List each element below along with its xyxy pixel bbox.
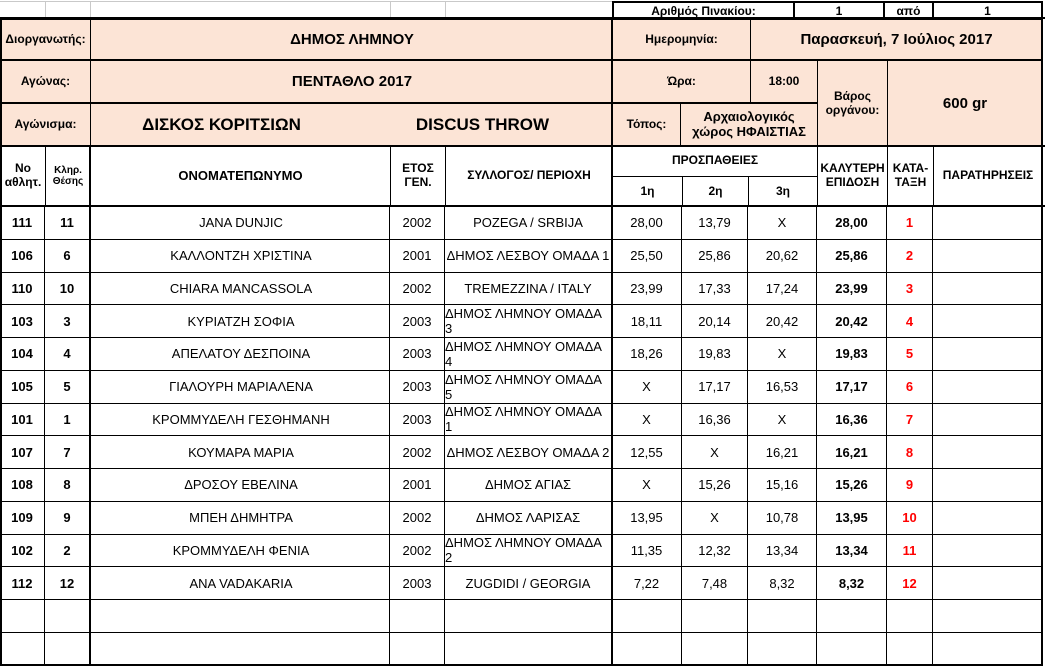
- cell-name: CHIARA MANCASSOLA: [90, 273, 390, 306]
- cell-a3: X: [748, 207, 817, 240]
- border-left: [0, 17, 2, 666]
- cell-a2: X: [682, 436, 748, 469]
- border-top: [0, 17, 1045, 19]
- cell-club: ZUGDIDI / GEORGIA: [445, 567, 612, 600]
- column-header-year: ΕΤΟΣ ΓΕΝ.: [390, 145, 446, 207]
- competition-value: ΠΕΝΤΑΘΛΟ 2017: [90, 60, 614, 104]
- results-body: [0, 207, 1043, 666]
- event-value: [90, 103, 614, 147]
- cell-year: 2003: [390, 567, 445, 600]
- cell-club: TREMEZZINA / ITALY: [445, 273, 612, 306]
- cell-a3: 10,78: [748, 502, 817, 535]
- border-row-separator-2: [0, 102, 818, 104]
- cell-a2: 17,17: [682, 371, 748, 404]
- cell-rank: [887, 600, 933, 633]
- cell-rank: 11: [887, 535, 933, 568]
- cell-remarks: [933, 305, 1043, 338]
- cell-a2: 13,79: [682, 207, 748, 240]
- cell-rank: 7: [887, 404, 933, 437]
- cell-a2: 20,14: [682, 305, 748, 338]
- date-label: Ημερομηνία:: [612, 19, 751, 61]
- event-name-greek: ΔΙΣΚΟΣ ΚΟΡΙΤΣΙΩΝ: [142, 115, 301, 135]
- cell-no: 111: [0, 207, 45, 240]
- cell-no: 106: [0, 240, 45, 273]
- cell-best: 16,21: [817, 436, 887, 469]
- column-header-attempts: ΠΡΟΣΠΑΘΕΙΕΣ: [612, 145, 818, 177]
- cell-a1: [612, 633, 682, 666]
- cell-year: 2001: [390, 469, 445, 502]
- border-right: [1041, 1, 1043, 666]
- place-value: [680, 103, 818, 147]
- cell-best: 8,32: [817, 567, 887, 600]
- cell-draw: [45, 633, 90, 666]
- cell-draw: 10: [45, 273, 90, 306]
- cell-best: 28,00: [817, 207, 887, 240]
- cell-best: 16,36: [817, 404, 887, 437]
- border-row-separator-1: [0, 59, 1043, 61]
- organizer-label: Διοργανωτής:: [0, 19, 91, 61]
- cell-name: ΚΡΟΜΜΥΔΕΛΗ ΦΕΝΙΑ: [90, 535, 390, 568]
- cell-a2: 19,83: [682, 338, 748, 371]
- cell-club: ΔΗΜΟΣ ΛΕΣΒΟΥ ΟΜΑΔΑ 1: [445, 240, 612, 273]
- cell-no: 112: [0, 567, 45, 600]
- cell-remarks: [933, 207, 1043, 240]
- cell-club: ΔΗΜΟΣ ΛΗΜΝΟΥ ΟΜΑΔΑ 5: [445, 371, 612, 404]
- cell-a1: 18,26: [612, 338, 682, 371]
- border-header-separator: [0, 145, 1045, 147]
- board-number-label: Αριθμός Πινακίου:: [614, 3, 795, 18]
- cell-a1: 12,55: [612, 436, 682, 469]
- weight-label-line1: Βάρος: [833, 88, 872, 103]
- cell-no: [0, 633, 45, 666]
- cell-remarks: [933, 338, 1043, 371]
- cell-best: [817, 633, 887, 666]
- cell-name: [90, 633, 390, 666]
- cell-rank: 3: [887, 273, 933, 306]
- weight-label-line2: οργάνου:: [825, 102, 880, 117]
- cell-club: [445, 633, 612, 666]
- event-name-english: DISCUS THROW: [415, 115, 550, 135]
- time-label: Ώρα:: [612, 60, 751, 104]
- cell-no: 102: [0, 535, 45, 568]
- cell-name: ΔΡΟΣΟΥ ΕΒΕΛΙΝΑ: [90, 469, 390, 502]
- cell-remarks: [933, 502, 1043, 535]
- cell-club: ΔΗΜΟΣ ΛΗΜΝΟΥ ΟΜΑΔΑ 3: [445, 305, 612, 338]
- border-bottom: [0, 664, 1043, 666]
- border-name-col-vertical: [89, 145, 91, 666]
- cell-best: 23,99: [817, 273, 887, 306]
- cell-best: 20,42: [817, 305, 887, 338]
- gridline: [90, 1, 91, 17]
- cell-remarks: [933, 240, 1043, 273]
- cell-rank: 1: [887, 207, 933, 240]
- cell-draw: 8: [45, 469, 90, 502]
- cell-a2: 15,26: [682, 469, 748, 502]
- cell-rank: 4: [887, 305, 933, 338]
- event-label: Αγώνισμα:: [0, 103, 91, 147]
- cell-draw: 6: [45, 240, 90, 273]
- cell-club: ΔΗΜΟΣ ΛΑΡΙΣΑΣ: [445, 502, 612, 535]
- cell-remarks: [933, 436, 1043, 469]
- cell-remarks: [933, 600, 1043, 633]
- cell-draw: 2: [45, 535, 90, 568]
- cell-a3: 16,53: [748, 371, 817, 404]
- cell-name: ΜΠΕΗ ΔΗΜΗΤΡΑ: [90, 502, 390, 535]
- cell-a3: 8,32: [748, 567, 817, 600]
- cell-draw: 4: [45, 338, 90, 371]
- cell-best: 13,34: [817, 535, 887, 568]
- cell-draw: 1: [45, 404, 90, 437]
- cell-rank: 6: [887, 371, 933, 404]
- cell-best: 13,95: [817, 502, 887, 535]
- competition-label: Αγώνας:: [0, 60, 91, 104]
- board-of-label: από: [885, 3, 934, 18]
- cell-year: 2002: [390, 502, 445, 535]
- cell-rank: 5: [887, 338, 933, 371]
- cell-remarks: [933, 404, 1043, 437]
- cell-best: [817, 600, 887, 633]
- cell-no: 101: [0, 404, 45, 437]
- border-mid-vertical: [611, 17, 613, 666]
- cell-no: 108: [0, 469, 45, 502]
- cell-year: [390, 600, 445, 633]
- cell-a2: 17,33: [682, 273, 748, 306]
- cell-name: ΚΡΟΜΜΥΔΕΛΗ ΓΕΣΘΗΜΑΝΗ: [90, 404, 390, 437]
- column-header-athlete-no: No αθλητ.: [0, 145, 46, 207]
- weight-label: [817, 60, 888, 147]
- cell-a3: X: [748, 404, 817, 437]
- cell-a1: [612, 600, 682, 633]
- cell-best: 15,26: [817, 469, 887, 502]
- cell-rank: 12: [887, 567, 933, 600]
- border-tablehead-separator: [0, 205, 1045, 207]
- column-header-draw: Κληρ. Θέσης: [45, 145, 91, 207]
- cell-a2: 12,32: [682, 535, 748, 568]
- cell-year: 2003: [390, 338, 445, 371]
- cell-a3: [748, 600, 817, 633]
- cell-year: 2002: [390, 207, 445, 240]
- cell-a2: [682, 600, 748, 633]
- cell-a3: 20,62: [748, 240, 817, 273]
- cell-draw: 7: [45, 436, 90, 469]
- cell-no: 105: [0, 371, 45, 404]
- cell-year: 2003: [390, 371, 445, 404]
- gridline: [390, 1, 391, 17]
- cell-year: 2003: [390, 404, 445, 437]
- place-line1: Αρχαιολογικός: [703, 109, 795, 125]
- cell-no: 110: [0, 273, 45, 306]
- cell-no: 104: [0, 338, 45, 371]
- cell-remarks: [933, 567, 1043, 600]
- cell-remarks: [933, 535, 1043, 568]
- cell-no: 107: [0, 436, 45, 469]
- gridline: [45, 1, 46, 17]
- organizer-value: ΔΗΜΟΣ ΛΗΜΝΟΥ: [90, 19, 614, 61]
- cell-remarks: [933, 273, 1043, 306]
- cell-club: ΔΗΜΟΣ ΛΗΜΝΟΥ ΟΜΑΔΑ 1: [445, 404, 612, 437]
- cell-best: 19,83: [817, 338, 887, 371]
- cell-rank: 10: [887, 502, 933, 535]
- gridline: [0, 1, 612, 2]
- cell-name: ΚΥΡΙΑΤΖΗ ΣΟΦΙΑ: [90, 305, 390, 338]
- cell-a3: X: [748, 338, 817, 371]
- column-header-attempt-2: 2η: [682, 176, 749, 207]
- cell-a3: 16,21: [748, 436, 817, 469]
- place-line2: χώρος ΗΦΑΙΣΤΙΑΣ: [692, 124, 806, 139]
- cell-name: ΓΙΑΛΟΥΡΗ ΜΑΡΙΑΛΕΝΑ: [90, 371, 390, 404]
- cell-a1: 13,95: [612, 502, 682, 535]
- column-header-club: ΣΥΛΛΟΓΟΣ/ ΠΕΡΙΟΧΗ: [445, 145, 613, 207]
- cell-name: ΚΟΥΜΑΡΑ ΜΑΡΙΑ: [90, 436, 390, 469]
- cell-rank: 2: [887, 240, 933, 273]
- weight-value: 600 gr: [887, 60, 1043, 147]
- date-value: Παρασκευή, 7 Ιούλιος 2017: [750, 19, 1043, 61]
- cell-draw: 12: [45, 567, 90, 600]
- cell-a2: [682, 633, 748, 666]
- cell-year: [390, 633, 445, 666]
- cell-draw: 5: [45, 371, 90, 404]
- cell-best: 17,17: [817, 371, 887, 404]
- cell-a2: X: [682, 502, 748, 535]
- cell-a1: X: [612, 371, 682, 404]
- cell-a3: [748, 633, 817, 666]
- cell-club: ΔΗΜΟΣ ΑΓΙΑΣ: [445, 469, 612, 502]
- cell-a3: 17,24: [748, 273, 817, 306]
- cell-rank: 9: [887, 469, 933, 502]
- cell-a2: 7,48: [682, 567, 748, 600]
- cell-year: 2002: [390, 535, 445, 568]
- cell-a1: X: [612, 404, 682, 437]
- column-header-attempt-3: 3η: [748, 176, 818, 207]
- place-label: Τόπος:: [612, 103, 681, 147]
- cell-a2: 25,86: [682, 240, 748, 273]
- column-header-name: ΟΝΟΜΑΤΕΠΩΝΥΜΟ: [90, 145, 391, 207]
- cell-club: ΔΗΜΟΣ ΛΗΜΝΟΥ ΟΜΑΔΑ 4: [445, 338, 612, 371]
- cell-a3: 13,34: [748, 535, 817, 568]
- cell-draw: 11: [45, 207, 90, 240]
- cell-year: 2001: [390, 240, 445, 273]
- cell-no: 103: [0, 305, 45, 338]
- column-header-best: ΚΑΛΥΤΕΡΗ ΕΠΙΔΟΣΗ: [817, 145, 888, 207]
- cell-a1: 25,50: [612, 240, 682, 273]
- cell-rank: 8: [887, 436, 933, 469]
- cell-a1: 11,35: [612, 535, 682, 568]
- cell-club: ΔΗΜΟΣ ΛΗΜΝΟΥ ΟΜΑΔΑ 2: [445, 535, 612, 568]
- cell-draw: [45, 600, 90, 633]
- column-header-attempt-1: 1η: [612, 176, 683, 207]
- cell-a1: 7,22: [612, 567, 682, 600]
- column-header-remarks: ΠΑΡΑΤΗΡΗΣΕΙΣ: [933, 145, 1043, 207]
- time-value: 18:00: [750, 60, 818, 104]
- cell-name: ΚΑΛΛΟΝΤΖΗ ΧΡΙΣΤΙΝΑ: [90, 240, 390, 273]
- cell-club: [445, 600, 612, 633]
- cell-no: [0, 600, 45, 633]
- cell-club: ΔΗΜΟΣ ΛΕΣΒΟΥ ΟΜΑΔΑ 2: [445, 436, 612, 469]
- gridline: [445, 1, 446, 17]
- cell-a1: 28,00: [612, 207, 682, 240]
- board-number-value: 1: [795, 3, 885, 18]
- cell-a2: 16,36: [682, 404, 748, 437]
- cell-club: POZEGA / SRBIJA: [445, 207, 612, 240]
- cell-name: ANA VADAKARIA: [90, 567, 390, 600]
- cell-best: 25,86: [817, 240, 887, 273]
- cell-name: ΑΠΕΛΑΤΟΥ ΔΕΣΠΟΙΝΑ: [90, 338, 390, 371]
- cell-a1: 23,99: [612, 273, 682, 306]
- cell-remarks: [933, 633, 1043, 666]
- cell-a3: 20,42: [748, 305, 817, 338]
- cell-name: [90, 600, 390, 633]
- board-total-value: 1: [984, 3, 991, 18]
- cell-draw: 3: [45, 305, 90, 338]
- cell-no: 109: [0, 502, 45, 535]
- cell-remarks: [933, 371, 1043, 404]
- cell-a3: 15,16: [748, 469, 817, 502]
- cell-remarks: [933, 469, 1043, 502]
- cell-a1: X: [612, 469, 682, 502]
- cell-draw: 9: [45, 502, 90, 535]
- cell-name: JANA DUNJIC: [90, 207, 390, 240]
- column-header-rank: ΚΑΤΑ- ΤΑΞΗ: [887, 145, 934, 207]
- cell-year: 2002: [390, 436, 445, 469]
- cell-rank: [887, 633, 933, 666]
- cell-year: 2003: [390, 305, 445, 338]
- cell-year: 2002: [390, 273, 445, 306]
- cell-a1: 18,11: [612, 305, 682, 338]
